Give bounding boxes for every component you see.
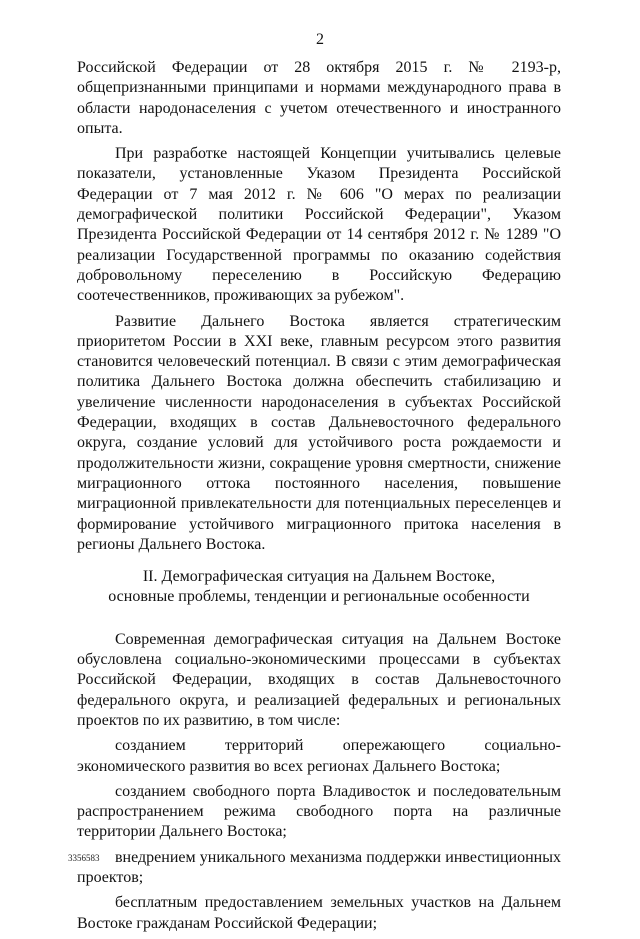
list-item: бесплатным предоставлением земельных участков на Дальнем Востоке гражданам Российской Федерации; [77, 894, 561, 932]
section-heading-line-1: II. Демографическая ситуация на Дальнем Востоке, [142, 568, 496, 586]
document-code: 3356583 [68, 853, 100, 863]
section-heading-line-2: основные проблемы, тенденции и региональные особенности [108, 588, 530, 606]
page-number: 2 [316, 31, 324, 48]
paragraph-far-east-priority: Развитие Дальнего Востока является стратегическим приоритетом России в XXI веке, главным ресурсом этого развития становится человеческий потенциал. В связи с этим демографическая политика Дальнего Востока должна обеспечить стабилизацию и увеличение численности народонаселения в субъектах Российской Федерации, входящих в состав Дальневосточного федерального округа, создание условий для устойчивого роста рождаемости и продолжительности жизни, сокращение уровня смертности, снижение миграционного оттока постоянного населения, повышение миграционной привлекательности для потенциальных переселенцев и формирование устойчивого миграционного притока населения в регионы Дальнего Востока. [77, 312, 561, 553]
section-heading [77, 567, 561, 608]
paragraph-concept-indicators: При разработке настоящей Концепции учитывались целевые показатели, установленные Указом Президента Российской Федерации от 7 мая 2012 г. № 606 "О мерах по реализации демографической политики Российской Федерации", Указом Президента Российской Федерации от 14 сентября 2012 г. № 1289 "О реализации Государственной программы по оказанию содействия добровольному переселению в Российскую Федерацию соотечественников, проживающих за рубежом". [77, 145, 561, 305]
paragraph-continuation: Российской Федерации от 28 октября 2015 г. № 2193-р, общепризнанными принципами и нормами международного права в области народонаселения с учетом отечественного и иностранного опыта. [77, 59, 561, 137]
document-body [77, 58, 561, 939]
paragraph-current-situation: Современная демографическая ситуация на Дальнем Востоке обусловлена социально-экономическими процессами в субъектах Российской Федерации, входящих в состав Дальневосточного федерального округа, и реализацией федеральных и региональных проектов по их развитию, в том числе: [77, 630, 561, 729]
list-item: созданием свободного порта Владивосток и последовательным распространением режима свободного порта на различные территории Дальнего Востока; [77, 782, 561, 841]
list-item: созданием территорий опережающего социально-экономического развития во всех регионах Дальнего Востока; [77, 737, 561, 775]
list-item: внедрением уникального механизма поддержки инвестиционных проектов; [77, 848, 561, 886]
